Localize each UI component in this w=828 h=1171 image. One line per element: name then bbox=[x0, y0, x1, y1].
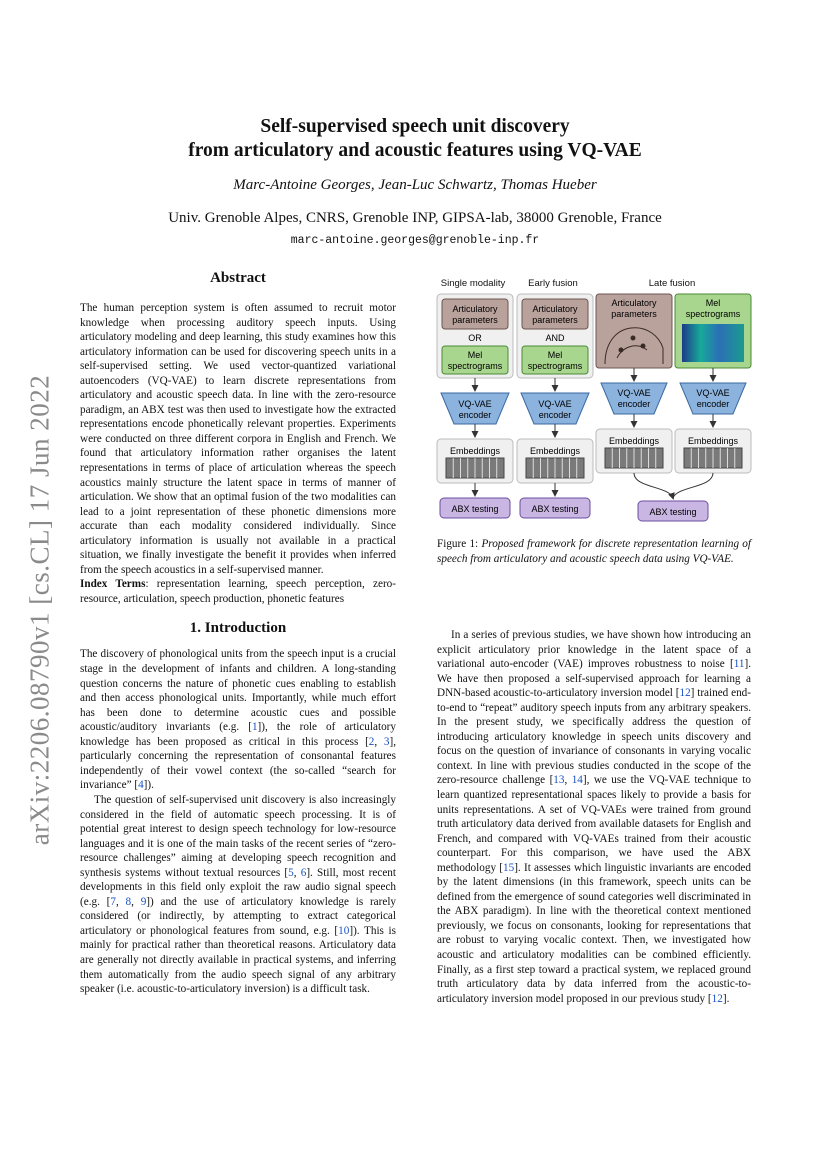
svg-text:VQ-VAE: VQ-VAE bbox=[538, 399, 572, 409]
framework-diagram bbox=[433, 272, 755, 530]
right-paragraph: In a series of previous studies, we have shown how introducing an explicit articulatory prior knowledge in the latent space of a variational auto-encoder (VAE) improves robustness to noise [11]. We have then proposed a self-supervised approach for learning a DNN-based acoustic-to-articulatory inversion model [12] trained end-to-end to “repeat” auditory speech inputs from any arbitrary speakers. In the present study, we specifically address the question of introducing articulatory knowledge in speech units discovery and focus on the question of invariance of consonants in varying vocalic context. In line with previous studies conducted in the scope of the zero-resource challenge [13, 14], we use the VQ-VAE technique to learn quantized representational spaces likely to provide a basis for units representations. A set of VQ-VAEs were trained from ground truth articulatory data derived from available datasets for English and French, and compared with VQ-VAEs trained from their acoustic counterpart. For this comparison, we have used the ABX methodology [15]. It assesses which linguistic invariants are encoded by the latent dimensions (in this framework, speech units can be defined from the emergence of sound categories well discriminated in the ABX paradigm). In line with the theoretical context mentioned previously, we focus on consonants, looking for representations that are robust to varying vocalic context. Then, we investigated how acoustic and articulatory modalities can be combined efficiently. Finally, as a first step toward a practical system, we replaced ground truth articulatory data by data inferred from the acoustic-to-articulatory inversion model proposed in our previous study [12]. bbox=[437, 629, 751, 1005]
title-line-1: Self-supervised speech unit discovery bbox=[260, 116, 570, 137]
citation-link[interactable]: 10 bbox=[338, 924, 350, 937]
citation-link[interactable]: 8 bbox=[125, 895, 132, 908]
svg-text:encoder: encoder bbox=[538, 410, 572, 420]
right-column bbox=[437, 628, 751, 1006]
svg-text:encoder: encoder bbox=[617, 399, 651, 409]
index-terms-label: Index Terms bbox=[80, 578, 146, 591]
svg-text:VQ-VAE: VQ-VAE bbox=[617, 388, 651, 398]
abstract-text: The human perception system is often assumed to recruit motor knowledge when processing auditory speech inputs. Using articulatory modeling and deep learning, this study examines how this articulatory information can be used for discovering speech units in a self-supervised setting. We used vector-quantized variational autoencoders (VQ-VAE) to learn discrete representations from articulatory and acoustic speech data. In line with the zero-resource paradigm, an ABX test was then used to investigate how the extracted representations encode phonetically relevant properties. Experiments were conducted on three different corpora in English and French. We found that articulatory information rather organises the latent representations in terms of place of articulation whereas the speech acoustics mainly structure the latent space in terms of manner of articulation. We show that an optimal fusion of the two modalities can lead to a joint representation of these phonetic dimensions more accurate than each modality considered individually. Since articulatory information is usually not available in a practical situation, we finally investigate the benefit it provides when inferred from the speech acoustics in a self-supervised manner. bbox=[80, 302, 396, 576]
citation-link[interactable]: 14 bbox=[571, 774, 583, 787]
citation-link[interactable]: 11 bbox=[733, 658, 745, 671]
early-embeddings-label: Embeddings bbox=[529, 446, 581, 456]
svg-text:VQ-VAE: VQ-VAE bbox=[458, 399, 492, 409]
svg-text:Mel: Mel bbox=[467, 350, 483, 360]
col-title-late: Late fusion bbox=[648, 278, 696, 289]
authors: Marc-Antoine Georges, Jean-Luc Schwartz, Thomas Hueber bbox=[233, 177, 597, 193]
caption-label: Figure 1: bbox=[437, 538, 479, 550]
title-line-2: from articulatory and acoustic features using VQ-VAE bbox=[188, 140, 642, 161]
paper-title bbox=[100, 115, 730, 163]
citation-link[interactable]: 15 bbox=[503, 861, 515, 874]
citation-link[interactable]: 3 bbox=[383, 735, 390, 748]
late-fusion-column bbox=[596, 294, 751, 521]
citation-link[interactable]: 1 bbox=[251, 721, 258, 734]
citation-link[interactable]: 12 bbox=[679, 687, 691, 700]
svg-text:parameters: parameters bbox=[452, 315, 498, 325]
col-title-early: Early fusion bbox=[528, 278, 578, 289]
svg-text:parameters: parameters bbox=[532, 315, 578, 325]
svg-text:Articulatory: Articulatory bbox=[611, 298, 657, 308]
citation-link[interactable]: 5 bbox=[288, 866, 294, 879]
citation-link[interactable]: 9 bbox=[140, 895, 147, 908]
svg-text:ABX testing: ABX testing bbox=[451, 504, 499, 514]
svg-text:spectrograms: spectrograms bbox=[685, 309, 741, 319]
intro-paragraph-1: The discovery of phonological units from the speech input is a crucial stage in the development of infants and children. A long-standing question concerns the nature of phonetic cues enabling to establish and then access phonological units. Importantly, while much effort has been done to determine acoustic cues and possible acoustic/auditory invariants (e.g. [1]), the role of articulatory knowledge has been proposed as critical in this process [2, 3], particularly concerning the representation of consonantal features independently of their vowel context (the so-called “search for invariance” [4]). bbox=[80, 648, 396, 792]
svg-text:Articulatory: Articulatory bbox=[452, 304, 498, 314]
svg-text:Mel: Mel bbox=[705, 298, 721, 308]
svg-text:VQ-VAE: VQ-VAE bbox=[696, 388, 730, 398]
intro-paragraph-2: The question of self-supervised unit discovery is also increasingly considered in the field of automatic speech processing. It is of potential great interest to design speech technology for low-resource languages and it is one of the main tasks of the recent series of “zero-resource challenges” aiming at developing speech recognition and synthesis systems without textual resources [5, 6]. Still, most recent developments in this field only exploit the raw audio signal speech (e.g. [7, 8, 9]) and the use of articulatory knowledge is rarely considered (or indirectly, by attempting to extract categorical articulatory or phonological features from sound, e.g. [10]). This is mainly for practical rather than theoretical reasons. Articulatory data are generally not directly available in practical systems, and inferring them automatically from the audio speech signal of any arbitrary speaker (i.e. acoustic-to-articulatory inversion) is a difficult task. bbox=[80, 793, 397, 996]
col-title-single: Single modality bbox=[440, 278, 506, 289]
abstract-heading: Abstract bbox=[210, 270, 266, 286]
figure-caption bbox=[437, 537, 751, 566]
late-artic-embeddings-label: Embeddings bbox=[608, 436, 660, 446]
svg-text:Mel: Mel bbox=[547, 350, 563, 360]
left-column bbox=[80, 270, 396, 997]
svg-text:ABX testing: ABX testing bbox=[531, 504, 579, 514]
index-terms bbox=[80, 577, 396, 606]
svg-text:Articulatory: Articulatory bbox=[532, 304, 578, 314]
late-mel-embeddings-label: Embeddings bbox=[687, 436, 739, 446]
svg-text:spectrograms: spectrograms bbox=[447, 361, 503, 371]
svg-text:parameters: parameters bbox=[611, 309, 657, 319]
citation-link[interactable]: 12 bbox=[711, 992, 723, 1005]
or-label: OR bbox=[468, 333, 482, 343]
single-modality-column bbox=[437, 294, 513, 518]
citation-link[interactable]: 2 bbox=[368, 735, 375, 748]
citation-link[interactable]: 4 bbox=[138, 779, 144, 792]
citation-link[interactable]: 7 bbox=[110, 895, 116, 908]
spectrogram-image bbox=[682, 324, 744, 362]
svg-text:encoder: encoder bbox=[458, 410, 492, 420]
arxiv-identifier bbox=[20, 360, 60, 860]
intro-heading: 1. Introduction bbox=[189, 620, 287, 637]
email: marc-antoine.georges@grenoble-inp.fr bbox=[290, 234, 540, 247]
citation-link[interactable]: 6 bbox=[300, 866, 307, 879]
caption-text: Proposed framework for discrete representation learning of speech from articulatory and acoustic speech data using VQ-VAE. bbox=[437, 538, 752, 565]
early-fusion-column bbox=[517, 294, 593, 518]
arxiv-identifier-text: arXiv:2206.08790v1 [cs.CL] 17 Jun 2022 bbox=[24, 374, 55, 846]
svg-text:ABX testing: ABX testing bbox=[649, 507, 697, 517]
and-label: AND bbox=[545, 333, 565, 343]
svg-text:encoder: encoder bbox=[696, 399, 730, 409]
affiliation: Univ. Grenoble Alpes, CNRS, Grenoble INP, GIPSA-lab, 38000 Grenoble, France bbox=[168, 210, 662, 226]
svg-text:spectrograms: spectrograms bbox=[527, 361, 583, 371]
citation-link[interactable]: 13 bbox=[553, 774, 565, 787]
index-terms-text: : representation learning, speech perception, zero-resource, articulation, speech production, phonetic features bbox=[80, 578, 396, 605]
single-embeddings-label: Embeddings bbox=[449, 446, 501, 456]
